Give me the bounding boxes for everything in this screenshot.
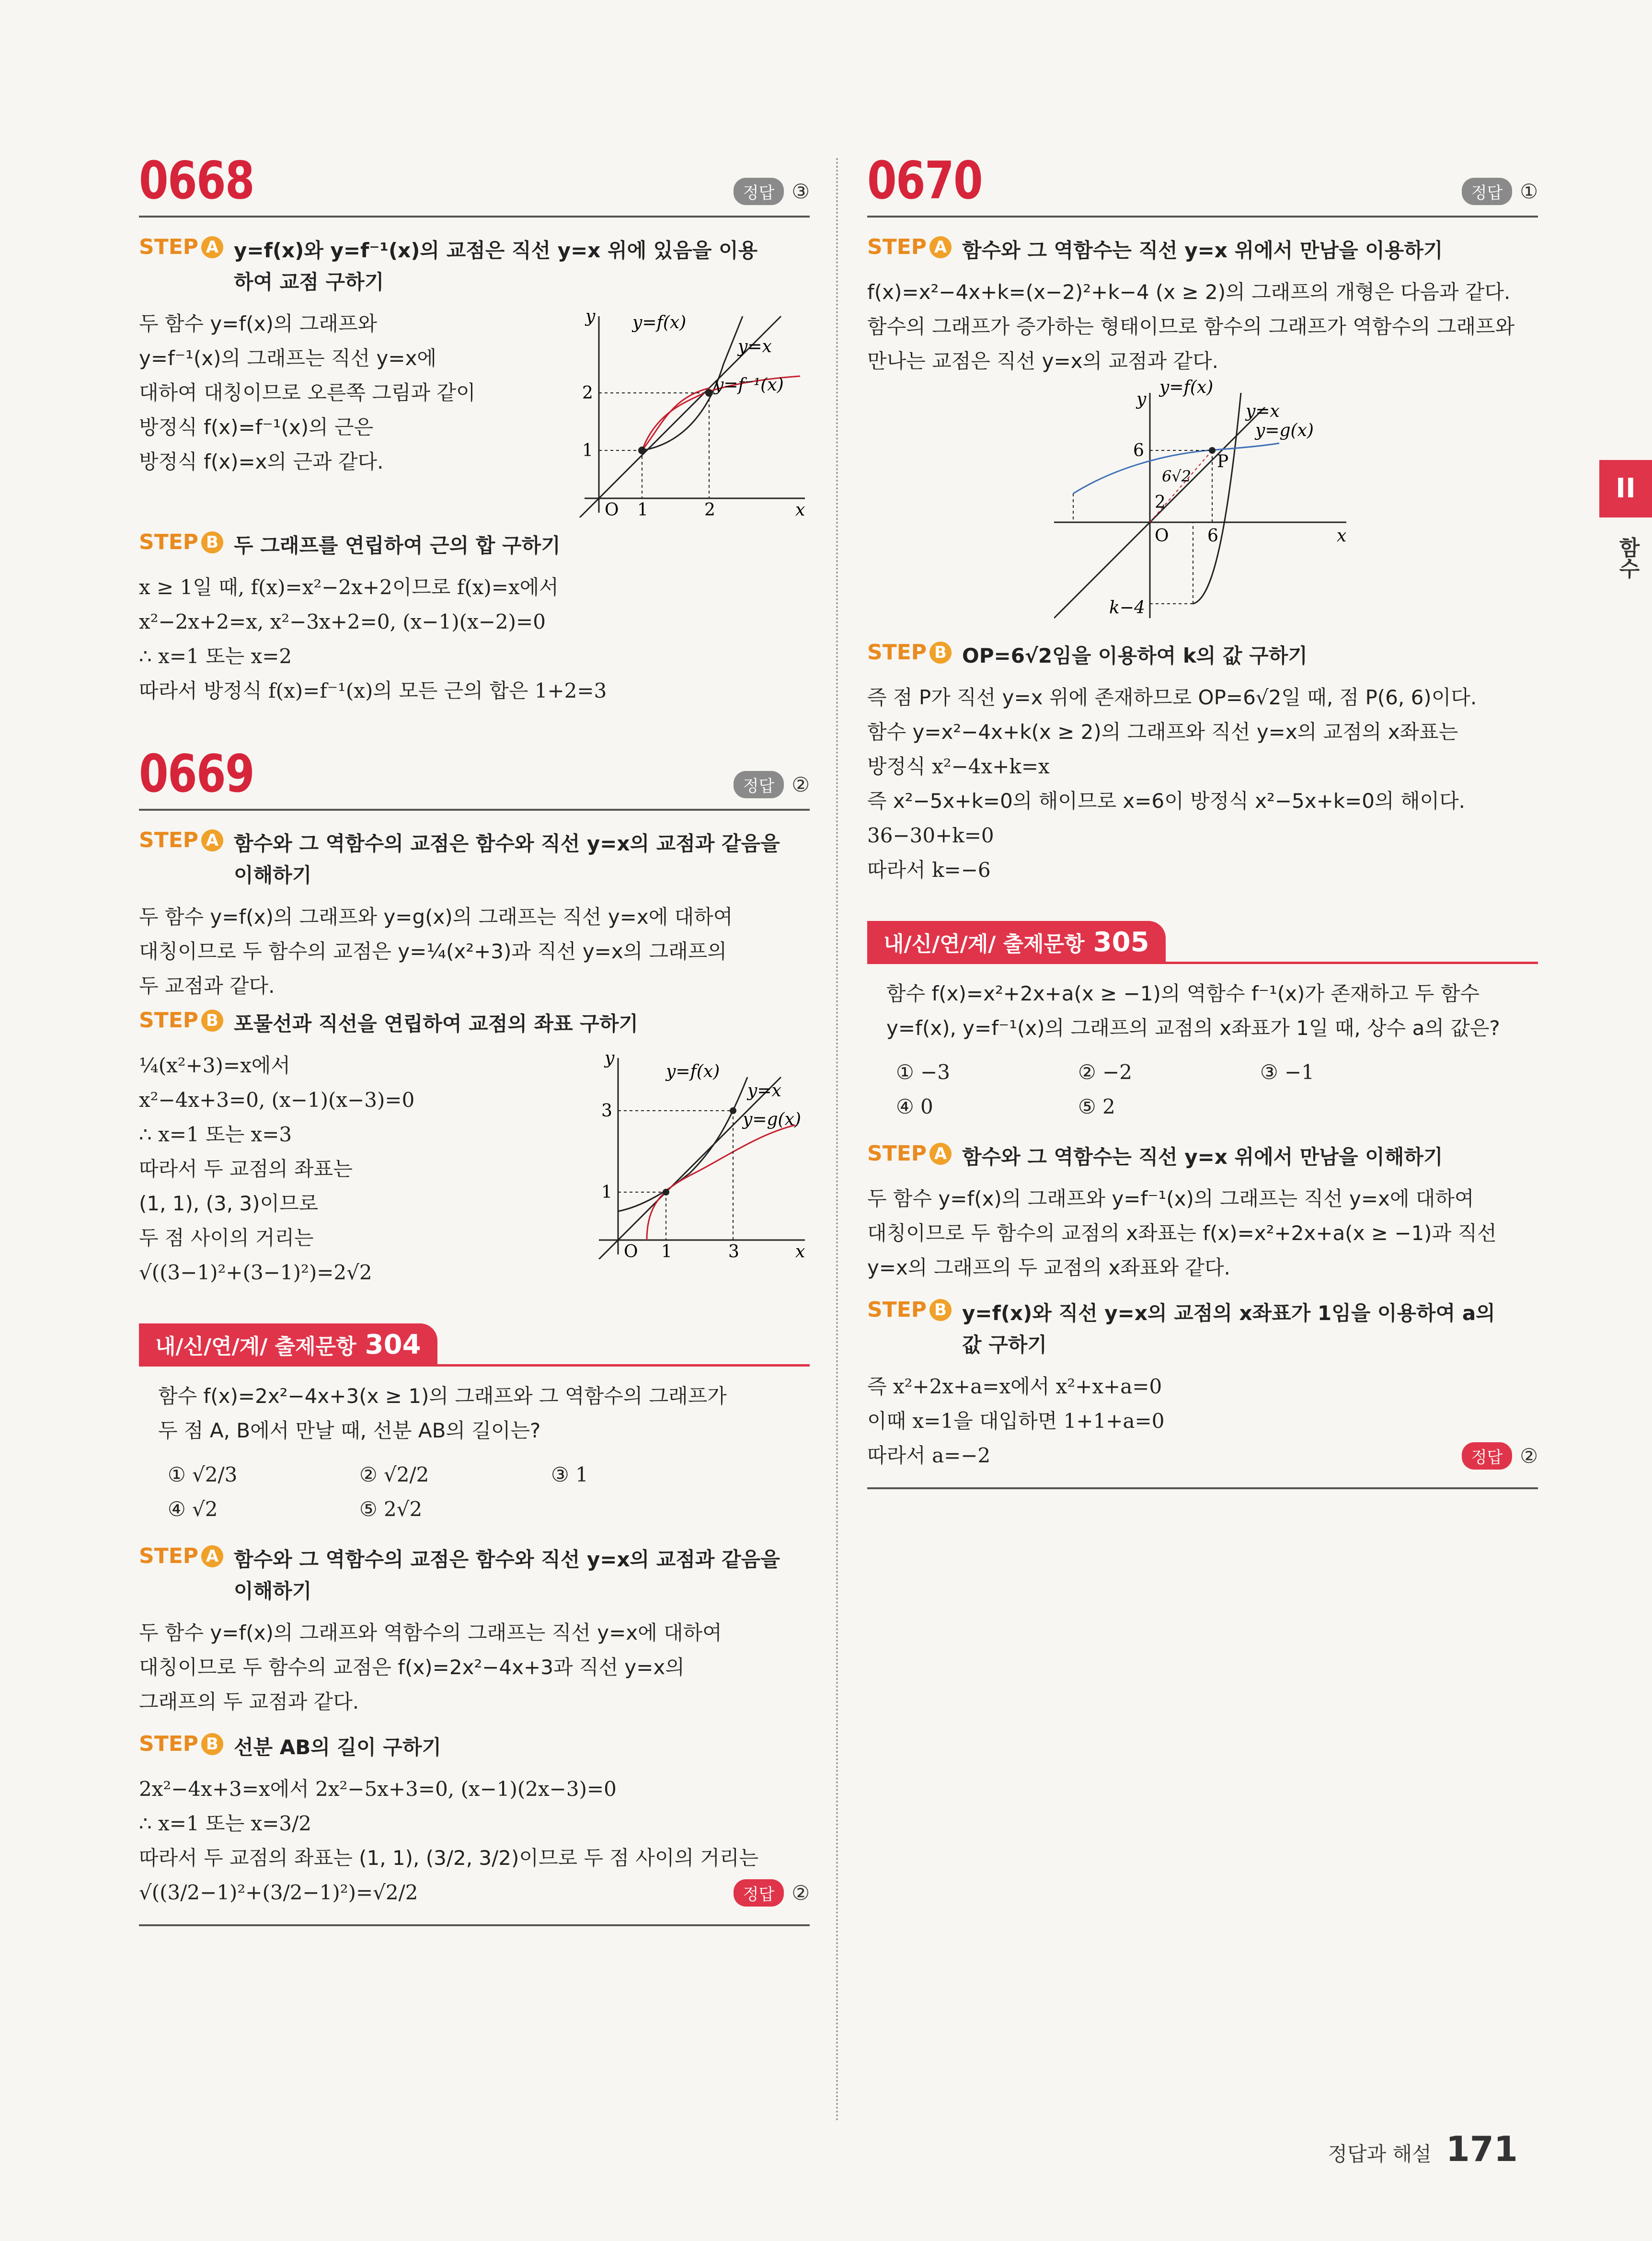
problem-number: 0670 [867,151,982,211]
step-title: 함수와 그 역함수는 직선 y=x 위에서 만남을 이용하기 [962,239,1443,262]
step-tag: STEP B [139,530,223,554]
step-a-text: 두 함수 y=f(x)의 그래프와 y=f⁻¹(x)의 그래프는 직선 y=x에 대하여 대칭이므로 오른쪽 그림과 같이 방정식 f(x)=f⁻¹(x)의 근은 방정식 f(x)=x의 근과 같다. [139,312,476,473]
step-letter-icon: A [929,236,952,258]
graph-0668 [561,307,810,517]
line-y-eq-x [1054,407,1265,618]
label-fx: y=f(x) [1159,379,1214,397]
page-footer [1328,2129,1518,2169]
y-tick-2: 2 [1155,493,1166,512]
step-title: 두 그래프를 연립하여 근의 합 구하기 [234,534,561,557]
step-a [867,1141,1538,1173]
y-tick-2: 2 [582,383,593,403]
x-axis-label: x [795,500,805,517]
origin-label: O [624,1242,638,1259]
step-letter-icon: B [201,1010,223,1032]
graph-0669 [570,1048,810,1259]
answer-badge: 정답 [734,1879,784,1907]
choice-list [158,1458,791,1527]
step-title: 포물선과 직선을 연립하여 교점의 좌표 구하기 [234,1012,638,1035]
related-problem-304-header [139,1323,810,1367]
answer-indicator [734,1875,810,1910]
label-finv: y=f⁻¹(x) [714,375,784,395]
point-p [1209,447,1216,454]
origin-label: O [1155,526,1169,546]
step-tag: STEP B [867,640,952,665]
origin-label: O [605,500,619,517]
x-tick-1: 1 [637,500,648,517]
chapter-label: 함수 [1615,537,1640,579]
label-op-length: 6√2 [1162,467,1192,485]
step-letter-icon: B [929,642,952,664]
related-problem-tab: 내/신/연/계/ 출제문항 304 [139,1323,437,1366]
choice-1: ① √2/3 [168,1463,238,1486]
choice-5: ⑤ 2 [1078,1095,1115,1118]
choice-3: ③ 1 [551,1463,588,1486]
page-number: 171 [1446,2129,1518,2169]
step-tag: STEP B [867,1298,952,1322]
choice-1: ① −3 [896,1060,950,1084]
problem-0670-header [867,144,1538,218]
choice-2: ② √2/2 [359,1463,429,1486]
intersection-point-2 [730,1107,736,1114]
answer-choice: ② [1520,1444,1538,1468]
step-a-body [139,307,810,517]
step-title: 선분 AB의 길이 구하기 [234,1735,441,1759]
step-tag: STEP A [139,235,223,259]
choice-3: ③ −1 [1260,1060,1314,1084]
related-problem-tab: 내/신/연/계/ 출제문항 305 [867,921,1166,964]
step-b [139,1732,810,1763]
step-b-body [139,1048,810,1290]
y-axis-label: y [1136,390,1147,409]
label-p: P [1217,452,1229,471]
step-b [139,1008,810,1040]
intersection-point-1 [663,1189,669,1195]
answer-choice: ② [792,773,810,796]
step-letter-icon: A [201,829,223,851]
problem-number: 0668 [139,151,254,211]
curve-f [618,1077,747,1211]
problem-number: 0669 [139,744,254,804]
step-letter-icon: A [201,236,223,258]
related-problem-305-body: 함수 f(x)=x²+2x+a(x ≥ −1)의 역함수 f⁻¹(x)가 존재하고 두 함수 y=f(x), y=f⁻¹(x)의 그래프의 교점의 x좌표가 1일 때, 상수 a의 값은? ① −3 ② −2 ③ −1 ④ 0 ⑤ 2 [867,964,1538,1129]
problem-0669-header [139,737,810,811]
step-letter-icon: A [929,1143,952,1165]
step-tag: STEP A [139,1544,223,1568]
intersection-point-2 [705,389,713,397]
curve-f [1193,393,1241,604]
related-problem-304-body: 함수 f(x)=2x²−4x+3(x ≥ 1)의 그래프와 그 역함수의 그래프가 두 점 A, B에서 만날 때, 선분 AB의 길이는? ① √2/3 ② √2/2 ③ 1 ④ √2 ⑤ 2√2 [139,1367,810,1531]
step-title: 함수와 그 역함수의 교점은 함수와 직선 y=x의 교점과 같음을 이해하기 [234,1548,780,1603]
y-tick-k-minus-4: k−4 [1109,598,1145,618]
step-b-text: ¼(x²+3)=x에서 x²−4x+3=0, (x−1)(x−3)=0 ∴ x=1 또는 x=3 따라서 두 교점의 좌표는 (1, 1), (3, 3)이므로 두 점 사이의 거리는 √((3−1)²+(3−1)²)=2√2 [139,1054,415,1284]
step-tag: STEP A [867,1141,952,1166]
curve-g-red [647,1125,795,1240]
step-a [867,235,1538,266]
step-letter-icon: B [929,1299,952,1321]
x-tick-1: 1 [661,1242,672,1259]
step-a [139,828,810,891]
label-yx: y=x [738,337,772,356]
left-column: 0668 정답 ③ STEP A y=f(x)와 y=f⁻¹(x)의 교점은 직선 y=x 위에 있음을 이용 하여 교점 구하기 두 함수 y=f(x)의 그래프와 y=f⁻¹(x)의 그래프는 직선 y=x에 대하여 대칭이므로 오른쪽 그림과 같이 방정식 f(x)=f⁻¹(x)의 근은 방정식 f(x)=x의 근과 같다. y x O 1 2 1 2 y=f(x) y=x y=f⁻¹(x) STEP B 두 그래프를 연립하여 근의 합 구하기 x ≥ 1일 때, f(x)=x²−2x+2이므로 f(x)=x에서 x²−2x+2=x, x²−3x+2=0, (x−1)(x−2)=0 ∴ x=1 또는 x=2 따라서 방정식 f(x)=f⁻¹(x)의 모든 근의 합은 1+2=3 0669 정답 ② STEP A 함수와 그 역함수의 교점은 함수와 직선 y=x의 교점과 같음을 이해하기 두 함수 y=f(x)의 그래프와 y=g(x)의 그래프는 직선 y=x에 대하여 대칭이므로 두 함수의 교점은 y=¼(x²+3)과 직선 y=x의 그래프의 두 교점과 같다. STEP B 포물선과 직선을 연립하여 교점의 좌표 구하기 ¼(x²+3)=x에서 x²−4x+3=0, (x−1)(x−3)=0 ∴ x=1 또는 x=3 따라서 두 교점의 좌표는 (1, 1), (3, 3)이므로 두 점 사이의 거리는 √((3−1)²+(3−1)²)=2√2 y x O 1 3 1 3 y=f(x) y=x y=g(x) 내/신/연/계/ 출제문항 304 함수 f(x)=2x²−4x+3(x ≥ 1)의 그래프와 그 역함수의 그래프가 두 점 A, B에서 만날 때, 선분 AB의 길이는? ① √2/3 ② √2/2 ③ 1 ④ √2 ⑤ 2√2 STEP A 함수와 그 역함수의 교점은 함수와 직선 y=x의 교점과 같음을 이해하기 두 함수 y=f(x)의 그래프와 역함수의 그래프는 직선 y=x에 대하여 대칭이므로 두 함수의 교점은 f(x)=2x²−4x+3과 직선 y=x의 그래프의 두 교점과 같다. STEP B 선분 AB의 길이 구하기 2x²−4x+3=x에서 2x²−5x+3=0, (x−1)(2x−3)=0 ∴ x=1 또는 x=3/2 따라서 두 교점의 좌표는 (1, 1), (3/2, 3/2)이므로 두 점 사이의 거리는 √((3/2−1)²+(3/2−1)²)=√2/2 정답 ② [139,144,810,1926]
step-title: OP=6√2임을 이용하여 k의 값 구하기 [962,644,1308,667]
step-title: 함수와 그 역함수는 직선 y=x 위에서 만남을 이해하기 [962,1145,1443,1169]
answer-indicator [1462,1438,1538,1473]
answer-badge: 정답 [1462,1442,1513,1470]
x-tick-3: 3 [728,1242,739,1259]
label-fx: y=f(x) [666,1062,720,1081]
x-axis-label: x [1337,526,1347,546]
related-problem-305-header [867,921,1538,964]
step-letter-icon: B [201,1733,223,1755]
answer-choice: ③ [792,180,810,203]
step-letter-icon: B [201,531,223,553]
intersection-point-1 [638,447,646,454]
step-b [867,640,1538,672]
step-title: y=f(x)와 직선 y=x의 교점의 x좌표가 1임을 이용하여 a의 값 구하기 [962,1301,1495,1356]
step-a [139,1544,810,1607]
answer-indicator [1462,178,1538,205]
step-letter-icon: A [201,1545,223,1567]
step-title: 함수와 그 역함수의 교점은 함수와 직선 y=x의 교점과 같음을 이해하기 [234,832,780,887]
choice-4: ④ 0 [896,1095,933,1118]
step-title: y=f(x)와 y=f⁻¹(x)의 교점은 직선 y=x 위에 있음을 이용 하여 교점 구하기 [234,239,758,294]
label-yx: y=x [1246,402,1280,421]
choice-list [886,1055,1519,1124]
answer-badge: 정답 [734,178,784,205]
step-b [867,1298,1538,1361]
choice-2: ② −2 [1078,1060,1132,1084]
chapter-tab: II [1599,460,1652,517]
y-axis-label: y [585,307,596,326]
x-tick-6: 6 [1207,526,1218,546]
step-tag: STEP A [139,828,223,852]
column-divider [836,158,838,2123]
right-column: 0670 정답 ① STEP A 함수와 그 역함수는 직선 y=x 위에서 만남을 이용하기 f(x)=x²−4x+k=(x−2)²+k−4 (x ≥ 2)의 그래프의 개형은 다음과 같다. 함수의 그래프가 증가하는 형태이므로 함수의 그래프가 역함수의 그래프와 만나는 교점은 직선 y=x의 교점과 같다. y x O 6 6 2 k−4 P 6√2 y=f(x) y=x y=g(x) STEP B OP=6√2임을 이용하여 k의 값 구하기 즉 점 P가 직선 y=x 위에 존재하므로 OP=6√2일 때, 점 P(6, 6)이다. 함수 y=x²−4x+k(x ≥ 2)의 그래프와 직선 y=x의 교점의 x좌표는 방정식 x²−4x+k=x 즉 x²−5x+k=0의 해이므로 x=6이 방정식 x²−5x+k=0의 해이다. 36−30+k=0 따라서 k=−6 내/신/연/계/ 출제문항 305 함수 f(x)=x²+2x+a(x ≥ −1)의 역함수 f⁻¹(x)가 존재하고 두 함수 y=f(x), y=f⁻¹(x)의 그래프의 교점의 x좌표가 1일 때, 상수 a의 값은? ① −3 ② −2 ③ −1 ④ 0 ⑤ 2 STEP A 함수와 그 역함수는 직선 y=x 위에서 만남을 이해하기 두 함수 y=f(x)의 그래프와 y=f⁻¹(x)의 그래프는 직선 y=x에 대하여 대칭이므로 두 함수의 교점의 x좌표는 f(x)=x²+2x+a(x ≥ −1)과 직선 y=x의 그래프의 두 교점의 x좌표와 같다. STEP B y=f(x)와 직선 y=x의 교점의 x좌표가 1임을 이용하여 a의 값 구하기 즉 x²+2x+a=x에서 x²+x+a=0 이때 x=1을 대입하면 1+1+a=0 따라서 a=−2 정답 ② [867,144,1538,1489]
y-tick-1: 1 [582,441,593,460]
answer-indicator [734,771,810,798]
graph-0670 [1054,379,1351,628]
y-axis-label: y [605,1048,615,1068]
answer-indicator [734,178,810,205]
answer-badge: 정답 [734,771,784,798]
choice-4: ④ √2 [168,1497,218,1521]
x-axis-label: x [795,1242,805,1259]
label-yx: y=x [747,1081,781,1101]
line-y-eq-x [599,1077,781,1259]
label-fx: y=f(x) [632,313,687,333]
problem-0668-header [139,144,810,218]
x-tick-2: 2 [704,500,715,517]
step-tag: STEP A [867,235,952,259]
step-tag: STEP B [139,1008,223,1033]
step-tag: STEP B [139,1732,223,1756]
choice-5: ⑤ 2√2 [359,1497,423,1521]
y-tick-1: 1 [601,1183,612,1202]
y-tick-6: 6 [1133,441,1144,460]
label-gx: y=g(x) [743,1110,801,1129]
step-b [139,530,810,562]
y-tick-3: 3 [601,1101,612,1121]
answer-badge: 정답 [1462,178,1513,205]
answer-choice: ② [792,1881,810,1905]
step-a [139,235,810,298]
footer-label: 정답과 해설 [1328,2142,1432,2166]
answer-choice: ① [1520,180,1538,203]
label-gx: y=g(x) [1255,421,1314,440]
